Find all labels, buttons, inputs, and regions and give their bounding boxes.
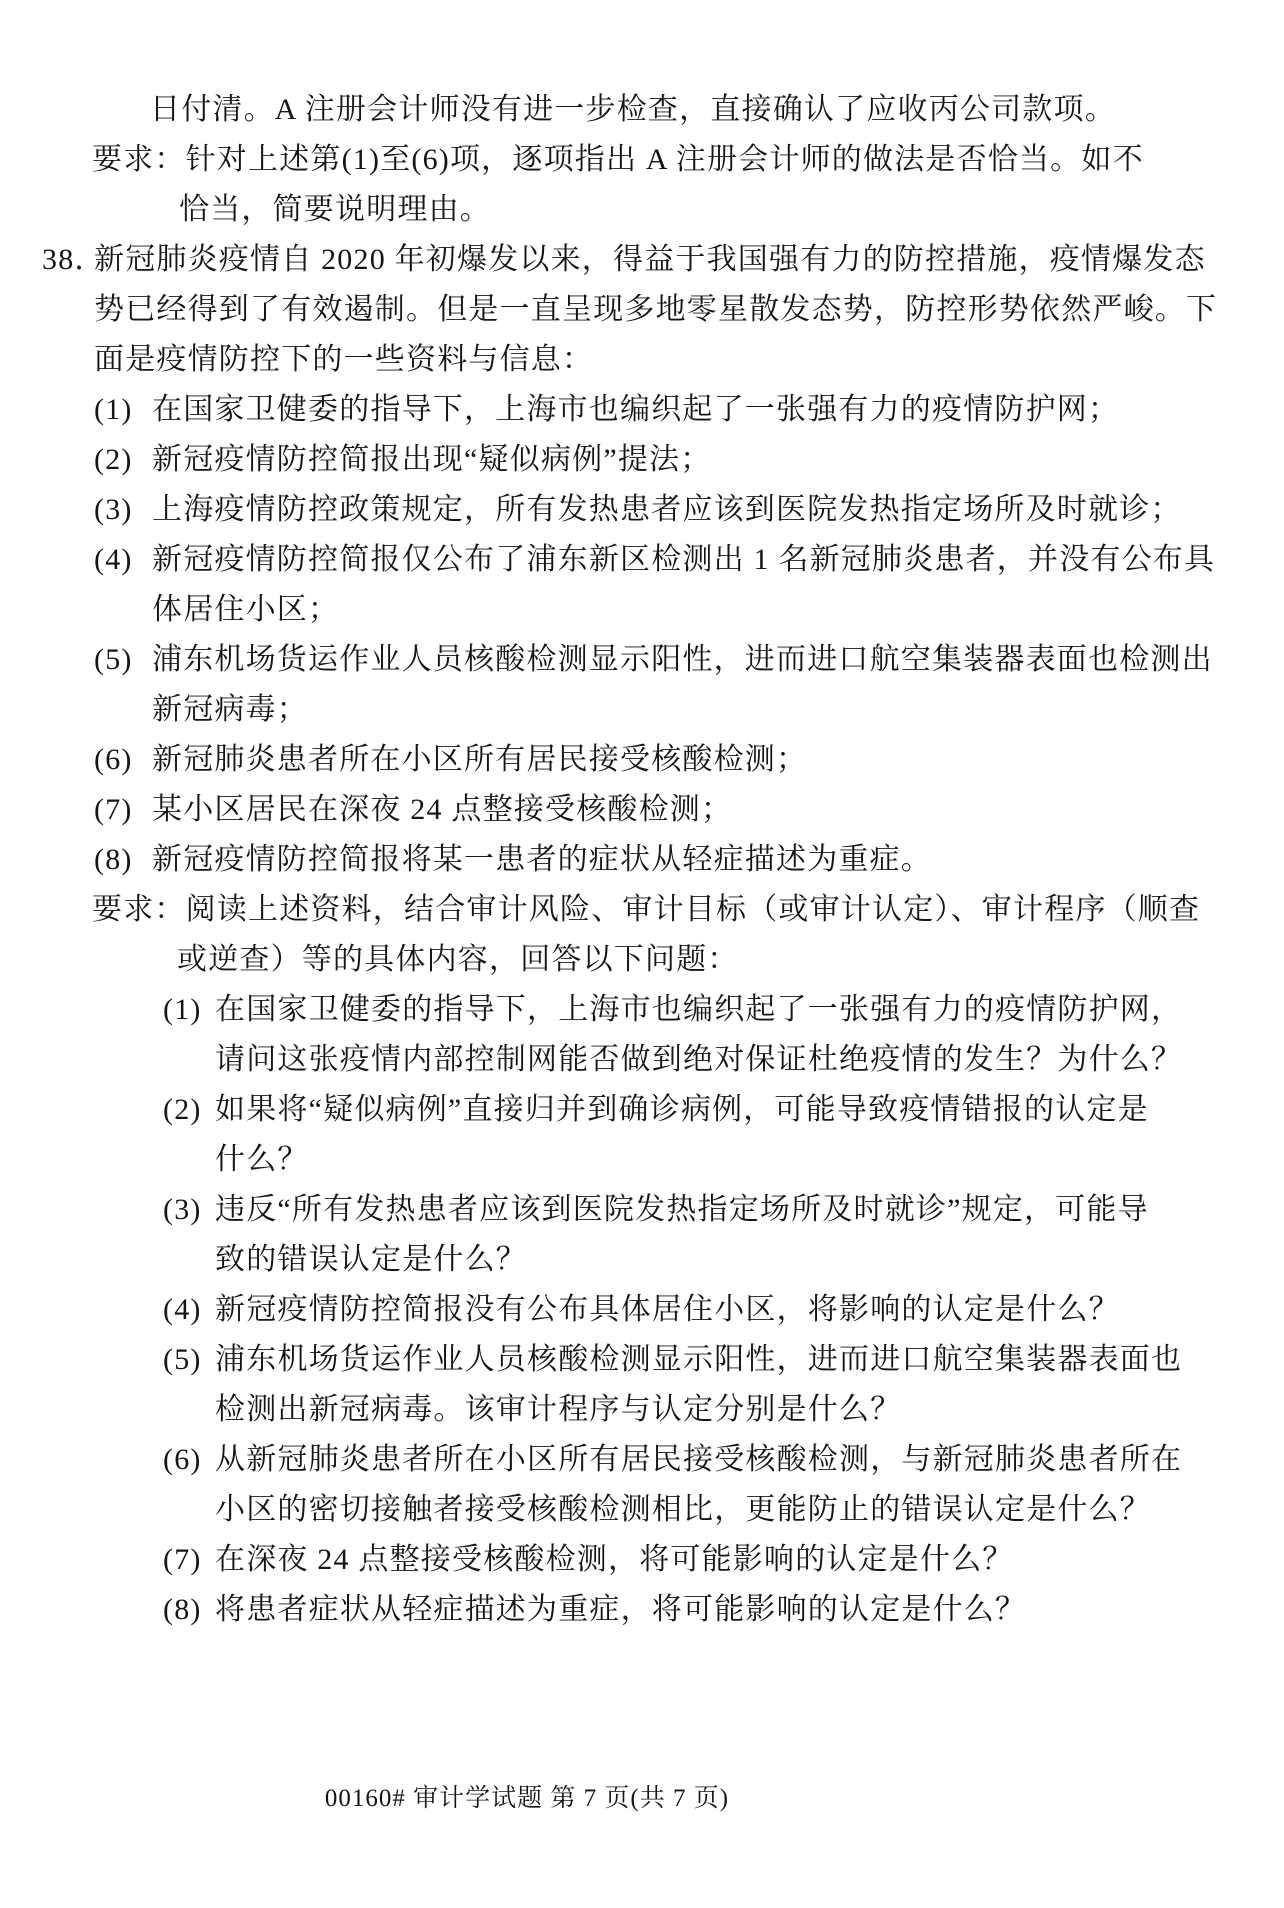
material-item (94, 735, 1284, 785)
sub-question (163, 1335, 1284, 1385)
item-marker: (4) (163, 1293, 202, 1326)
material-item (94, 835, 1284, 885)
item-text: 新冠肺炎患者所在小区所有居民接受核酸检测； (152, 743, 808, 776)
sub-question-text: 如果将“疑似病例”直接归并到确诊病例，可能导致疫情错报的认定是 (215, 1093, 1149, 1126)
item-text: 某小区居民在深夜 24 点整接受核酸检测； (152, 793, 733, 826)
sub-question-text: 违反“所有发热患者应该到医院发热指定场所及时就诊”规定，可能导 (215, 1193, 1149, 1226)
item-marker: (1) (94, 393, 133, 426)
sub-question-text: 在国家卫健委的指导下，上海市也编织起了一张强有力的疫情防护网， (215, 993, 1183, 1026)
requirement-text: 针对上述第(1)至(6)项，逐项指出 A 注册会计师的做法是否恰当。如不 (185, 143, 1144, 176)
sub-question-text: 新冠疫情防控简报没有公布具体居住小区，将影响的认定是什么？ (215, 1293, 1120, 1326)
item-text: 新冠疫情防控简报出现“疑似病例”提法； (152, 443, 712, 476)
item-marker: (8) (163, 1593, 202, 1626)
sub-question-continuation: 致的错误认定是什么？ (215, 1243, 527, 1276)
item-text: 上海疫情防控政策规定，所有发热患者应该到医院发热指定场所及时就诊； (152, 493, 1182, 526)
sub-question (163, 985, 1284, 1035)
item-text: 在国家卫健委的指导下，上海市也编织起了一张强有力的疫情防护网； (152, 393, 1120, 426)
sub-question (163, 1435, 1284, 1485)
question37-body-end: 日付清。A 注册会计师没有进一步检查，直接确认了应收丙公司款项。 (150, 93, 1116, 126)
item-marker: (3) (163, 1193, 202, 1226)
material-item-continuation: 新冠病毒； (152, 693, 308, 726)
sub-question (163, 1285, 1284, 1335)
item-marker: (2) (94, 443, 133, 476)
material-item (94, 785, 1284, 835)
material-item-continuation: 体居住小区； (152, 593, 340, 626)
question38-requirement-continuation: 或逆查）等的具体内容，回答以下问题： (177, 943, 739, 976)
sub-question (163, 1585, 1284, 1635)
item-marker: (5) (94, 643, 133, 676)
question37-requirement (92, 135, 1284, 185)
sub-question-text: 浦东机场货运作业人员核酸检测显示阳性，进而进口航空集装器表面也 (215, 1343, 1183, 1376)
material-item (94, 385, 1284, 435)
item-marker: (7) (163, 1543, 202, 1576)
sub-question-continuation: 请问这张疫情内部控制网能否做到绝对保证杜绝疫情的发生？为什么？ (215, 1043, 1183, 1076)
item-marker: (8) (94, 843, 133, 876)
sub-question-text: 在深夜 24 点整接受核酸检测，将可能影响的认定是什么？ (215, 1543, 1014, 1576)
question38-intro-line3: 面是疫情防控下的一些资料与信息： (94, 343, 594, 376)
sub-question-continuation: 什么？ (215, 1143, 309, 1176)
requirement-text: 阅读上述资料，结合审计风险、审计目标（或审计认定）、审计程序（顺查 (185, 893, 1201, 926)
sub-question-continuation: 检测出新冠病毒。该审计程序与认定分别是什么？ (215, 1393, 902, 1426)
item-marker: (6) (163, 1443, 202, 1476)
item-text: 新冠疫情防控简报仅公布了浦东新区检测出 1 名新冠肺炎患者，并没有公布具 (152, 543, 1216, 576)
requirement-label: 要求： (92, 143, 186, 176)
item-marker: (1) (163, 993, 202, 1026)
material-item (94, 535, 1284, 585)
requirement-label: 要求： (92, 893, 186, 926)
item-marker: (7) (94, 793, 133, 826)
question38-requirement (92, 885, 1284, 935)
material-item (94, 635, 1284, 685)
question38-intro-line1: 新冠肺炎疫情自 2020 年初爆发以来，得益于我国强有力的防控措施，疫情爆发态 (94, 243, 1206, 276)
sub-question (163, 1185, 1284, 1235)
page-footer: 00160# 审计学试题 第 7 页(共 7 页) (324, 1785, 730, 1812)
sub-question (163, 1085, 1284, 1135)
item-marker: (5) (163, 1343, 202, 1376)
item-text: 浦东机场货运作业人员核酸检测显示阳性，进而进口航空集装器表面也检测出 (152, 643, 1213, 676)
item-marker: (2) (163, 1093, 202, 1126)
sub-question-text: 从新冠肺炎患者所在小区所有居民接受核酸检测，与新冠肺炎患者所在 (215, 1443, 1183, 1476)
item-marker: (4) (94, 543, 133, 576)
material-item (94, 435, 1284, 485)
question-number: 38． (42, 243, 106, 276)
item-marker: (3) (94, 493, 133, 526)
sub-question-continuation: 小区的密切接触者接受核酸检测相比，更能防止的错误认定是什么？ (215, 1493, 1151, 1526)
question37-requirement-continuation: 恰当，简要说明理由。 (179, 193, 491, 226)
sub-question-text: 将患者症状从轻症描述为重症，将可能影响的认定是什么？ (215, 1593, 1027, 1626)
item-text: 新冠疫情防控简报将某一患者的症状从轻症描述为重症。 (152, 843, 932, 876)
sub-question (163, 1535, 1284, 1585)
question38-first-line (42, 235, 1284, 285)
item-marker: (6) (94, 743, 133, 776)
material-item (94, 485, 1284, 535)
question38-intro-line2: 势已经得到了有效遏制。但是一直呈现多地零星散发态势，防控形势依然严峻。下 (94, 293, 1218, 326)
